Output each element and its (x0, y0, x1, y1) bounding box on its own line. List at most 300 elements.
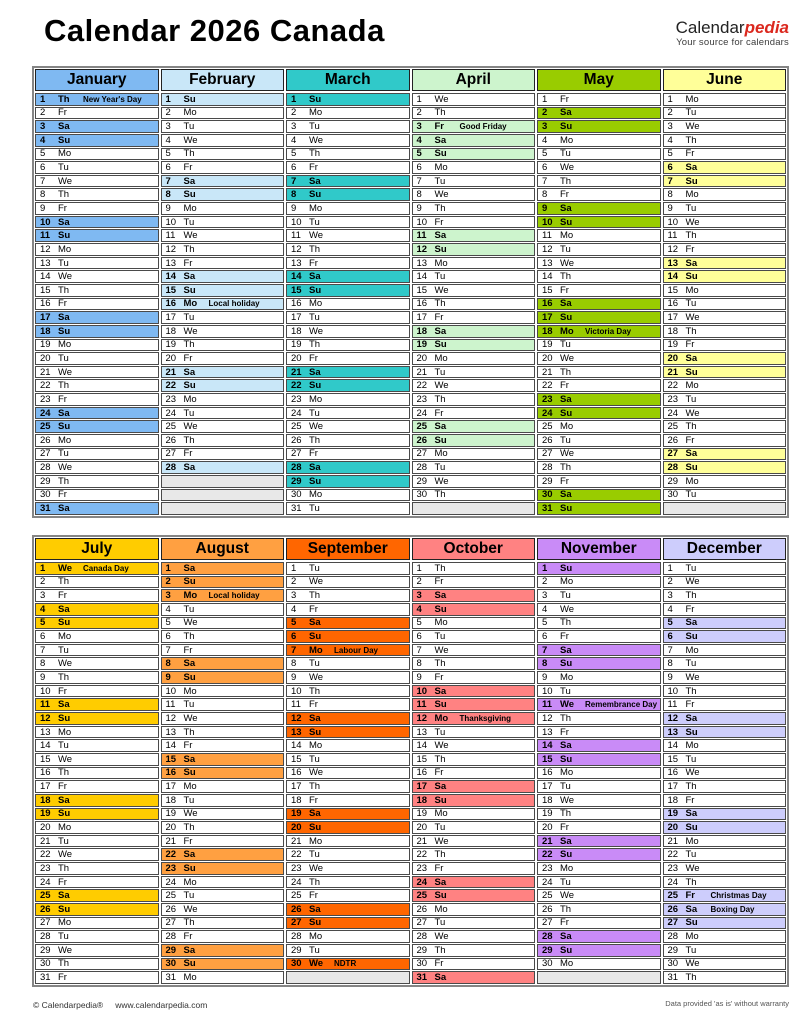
day-number: 1 (667, 562, 673, 574)
day-row (161, 794, 285, 807)
day-number: 16 (165, 767, 177, 779)
day-row (35, 257, 159, 270)
day-number: 25 (416, 421, 428, 433)
day-row (537, 161, 661, 174)
day-row (35, 917, 159, 930)
day-number: 3 (291, 121, 297, 133)
day-row (35, 393, 159, 406)
day-row (537, 284, 661, 297)
day-row (537, 434, 661, 447)
day-row (286, 617, 410, 630)
day-number: 29 (542, 475, 553, 487)
day-weekday: We (183, 230, 198, 242)
day-weekday: We (183, 712, 198, 724)
day-row (663, 120, 787, 133)
day-weekday: Mo (560, 862, 574, 874)
day-number: 29 (416, 475, 428, 487)
day-row (161, 475, 285, 488)
day-number: 31 (416, 972, 428, 984)
day-number: 27 (40, 448, 51, 460)
day-weekday: Sa (309, 903, 321, 915)
day-weekday: Su (434, 148, 447, 160)
month-header: September (286, 538, 410, 560)
day-row (161, 671, 285, 684)
day-row (412, 188, 536, 201)
day-row (663, 712, 787, 725)
day-weekday: We (434, 189, 449, 201)
day-weekday: Mo (685, 644, 699, 656)
day-row (663, 753, 787, 766)
day-weekday: Fr (58, 393, 67, 405)
day-weekday: We (58, 658, 73, 670)
day-row (286, 107, 410, 120)
holiday-label: Local holiday (208, 591, 260, 601)
day-row (161, 257, 285, 270)
holiday-label: Victoria Day (585, 326, 632, 336)
day-weekday: We (560, 448, 575, 460)
day-number: 20 (291, 353, 302, 364)
day-weekday: We (685, 576, 700, 588)
day-number: 5 (40, 148, 46, 160)
day-number: 25 (165, 421, 177, 433)
day-weekday: Sa (58, 407, 70, 419)
day-row (663, 617, 787, 630)
day-number: 8 (165, 658, 171, 670)
day-weekday: Tu (434, 175, 446, 187)
holiday-label: Labour Day (334, 645, 379, 655)
day-number: 7 (165, 175, 171, 187)
day-number: 11 (291, 699, 301, 711)
day-number: 5 (165, 617, 171, 629)
day-weekday: Th (560, 712, 572, 724)
day-weekday: Su (434, 699, 447, 711)
day-row (35, 325, 159, 338)
day-row (35, 712, 159, 725)
day-weekday: Sa (309, 175, 321, 187)
day-number: 27 (416, 448, 428, 460)
day-number: 16 (416, 767, 428, 779)
day-number: 6 (165, 162, 171, 174)
day-number: 15 (165, 284, 177, 296)
day-number: 19 (416, 339, 428, 351)
day-number: 24 (40, 407, 51, 419)
day-weekday: Th (183, 434, 195, 446)
day-number: 17 (667, 312, 679, 324)
day-number: 15 (40, 753, 51, 765)
day-number: 21 (416, 835, 428, 847)
day-weekday: Mo (685, 93, 699, 105)
day-row (537, 685, 661, 698)
day-row (412, 685, 536, 698)
day-number: 20 (165, 822, 177, 833)
day-weekday: Th (434, 562, 446, 574)
day-row (35, 780, 159, 793)
day-weekday: Th (58, 767, 70, 779)
day-number: 3 (40, 121, 46, 133)
day-number: 14 (40, 271, 51, 283)
day-weekday: Th (560, 271, 572, 283)
day-number: 16 (667, 298, 679, 310)
day-weekday: Sa (685, 903, 698, 915)
day-weekday: Mo (58, 822, 72, 833)
day-weekday: Su (685, 462, 698, 474)
day-weekday: Mo (183, 590, 198, 602)
day-weekday: Fr (309, 890, 318, 902)
day-number: 21 (416, 366, 428, 378)
day-weekday: Tu (309, 753, 320, 765)
day-weekday: Sa (183, 175, 196, 187)
day-row (663, 562, 787, 575)
day-row (412, 835, 536, 848)
day-weekday: Mo (434, 257, 448, 269)
calendarpedia-logo (676, 19, 789, 48)
day-number: 12 (165, 712, 177, 724)
day-row (412, 489, 536, 502)
day-number: 14 (165, 740, 177, 752)
day-row (537, 229, 661, 242)
day-weekday: Mo (685, 475, 699, 487)
day-number: 18 (667, 794, 679, 806)
day-number: 13 (542, 726, 553, 738)
day-weekday: Mo (309, 740, 323, 752)
day-number: 26 (667, 903, 679, 915)
day-row (35, 603, 159, 616)
day-weekday: Tu (434, 726, 446, 738)
day-number: 4 (165, 603, 171, 615)
day-number: 26 (542, 903, 553, 915)
day-row (35, 216, 159, 229)
day-number: 25 (542, 421, 553, 433)
month-header: June (663, 69, 787, 91)
day-row (537, 944, 661, 957)
day-weekday: Fr (183, 644, 193, 656)
day-number: 28 (416, 931, 428, 943)
day-number: 28 (40, 462, 51, 474)
day-row (35, 448, 159, 461)
day-row (161, 589, 285, 602)
day-number: 4 (291, 603, 297, 615)
day-number: 19 (542, 339, 553, 351)
day-weekday: Sa (434, 421, 447, 433)
day-weekday: Tu (58, 448, 69, 460)
day-row (537, 461, 661, 474)
day-number: 14 (667, 740, 679, 752)
day-number: 17 (291, 312, 302, 324)
day-weekday: Tu (434, 366, 446, 378)
day-number: 7 (542, 644, 548, 656)
day-row (161, 243, 285, 256)
day-row (161, 188, 285, 201)
day-row (35, 379, 159, 392)
day-row (286, 202, 410, 215)
day-row (412, 617, 536, 630)
holiday-label: Local holiday (208, 299, 260, 309)
day-number: 3 (165, 121, 171, 133)
logo-tagline: Your source for calendars (676, 36, 789, 48)
day-weekday: Mo (685, 380, 699, 392)
day-number: 3 (542, 121, 548, 133)
day-row (537, 475, 661, 488)
day-number: 17 (40, 781, 51, 793)
day-number: 14 (40, 740, 51, 752)
day-row (161, 311, 285, 324)
day-number: 12 (291, 712, 302, 724)
day-row (412, 630, 536, 643)
day-weekday: Fr (434, 216, 444, 228)
day-number: 2 (165, 576, 171, 588)
day-number: 28 (416, 462, 428, 474)
day-weekday: Mo (434, 712, 449, 724)
day-number: 31 (667, 972, 679, 984)
day-row (663, 767, 787, 780)
day-number: 1 (416, 562, 422, 574)
day-weekday: We (309, 671, 324, 683)
day-number: 21 (542, 835, 553, 847)
day-row (161, 808, 285, 821)
day-number: 5 (291, 148, 297, 160)
day-weekday: We (560, 794, 575, 806)
day-weekday: Th (309, 339, 321, 351)
day-number: 20 (542, 822, 553, 833)
calendar-blocks (32, 66, 789, 987)
day-row (412, 257, 536, 270)
day-weekday: Th (560, 366, 572, 378)
day-number: 30 (667, 489, 679, 501)
day-number: 28 (40, 931, 51, 943)
day-row (537, 903, 661, 916)
day-row (161, 107, 285, 120)
day-weekday: Mo (560, 230, 574, 242)
day-number: 4 (291, 134, 297, 146)
day-weekday: Tu (560, 148, 571, 160)
day-number: 9 (542, 671, 548, 683)
website-link[interactable]: www.calendarpedia.com (115, 1000, 208, 1010)
day-row (537, 243, 661, 256)
day-weekday: Su (685, 366, 698, 378)
day-number: 31 (40, 503, 51, 515)
day-row (35, 148, 159, 161)
day-row (35, 726, 159, 739)
day-row (537, 630, 661, 643)
day-number: 22 (40, 849, 51, 861)
day-weekday: Tu (309, 503, 320, 515)
day-weekday: Su (183, 284, 196, 296)
day-weekday: Mo (183, 202, 197, 214)
day-row (537, 216, 661, 229)
day-number: 28 (542, 462, 553, 474)
day-number: 14 (291, 271, 302, 283)
holiday-label: New Year's Day (83, 94, 142, 104)
day-number: 25 (291, 421, 302, 433)
day-weekday: Fr (685, 434, 695, 446)
day-number: 23 (667, 862, 679, 874)
day-number: 22 (165, 380, 177, 392)
day-row (286, 270, 410, 283)
day-number: 18 (40, 325, 51, 337)
day-number: 7 (416, 175, 422, 187)
day-weekday: Fr (309, 603, 318, 615)
day-number: 7 (667, 175, 673, 187)
day-row (537, 489, 661, 502)
day-row (286, 502, 410, 515)
day-weekday: Su (685, 631, 698, 643)
day-row (35, 243, 159, 256)
day-weekday: We (685, 121, 700, 133)
day-weekday: Su (309, 475, 322, 487)
day-weekday: Sa (183, 462, 196, 474)
day-weekday: Tu (434, 822, 446, 833)
day-row (412, 502, 536, 515)
day-row (412, 229, 536, 242)
day-number: 4 (40, 134, 46, 146)
day-row (161, 889, 285, 902)
day-weekday: Sa (560, 107, 572, 119)
day-row (161, 175, 285, 188)
day-weekday: Tu (183, 216, 195, 228)
day-weekday: Fr (560, 631, 569, 643)
day-weekday: Sa (58, 503, 70, 515)
day-row (412, 971, 536, 984)
day-number: 20 (667, 822, 679, 833)
day-weekday: Mo (560, 958, 574, 970)
day-row (663, 971, 787, 984)
day-row (161, 270, 285, 283)
day-number: 13 (165, 726, 177, 738)
day-row (161, 298, 285, 311)
day-weekday: Fr (434, 576, 444, 588)
day-row (161, 726, 285, 739)
day-weekday: Fr (309, 353, 318, 364)
day-weekday: Mo (183, 298, 198, 310)
day-number: 19 (291, 808, 302, 820)
day-weekday: Fr (58, 590, 67, 602)
day-weekday: Sa (434, 972, 447, 984)
day-weekday: We (434, 93, 449, 105)
day-number: 4 (542, 603, 548, 615)
day-weekday: Su (58, 808, 71, 820)
day-row (663, 434, 787, 447)
day-number: 6 (542, 162, 548, 174)
day-row (537, 726, 661, 739)
day-number: 2 (40, 576, 46, 588)
day-number: 4 (667, 134, 673, 146)
day-weekday: Th (685, 590, 697, 602)
day-number: 1 (416, 93, 422, 105)
day-row (286, 229, 410, 242)
day-weekday: Tu (58, 162, 69, 174)
day-number: 6 (667, 631, 673, 643)
day-row (286, 698, 410, 711)
day-number: 17 (291, 781, 302, 793)
day-number: 19 (416, 808, 428, 820)
day-weekday: We (560, 162, 575, 174)
day-weekday: Tu (309, 312, 320, 324)
day-number: 19 (291, 339, 302, 351)
day-number: 10 (40, 685, 51, 697)
day-number: 9 (542, 202, 548, 214)
day-row (412, 808, 536, 821)
day-weekday: Su (58, 903, 71, 915)
day-row (286, 603, 410, 616)
day-row (161, 461, 285, 474)
day-weekday: Fr (685, 603, 695, 615)
day-weekday: Fr (434, 407, 444, 419)
day-row (537, 134, 661, 147)
day-number: 2 (667, 107, 673, 119)
day-number: 16 (542, 767, 553, 779)
day-weekday: We (183, 903, 198, 915)
day-number: 17 (416, 781, 428, 793)
day-row (161, 917, 285, 930)
day-weekday: Fr (685, 148, 695, 160)
day-weekday: We (434, 835, 449, 847)
day-weekday: Tu (685, 202, 697, 214)
day-weekday: Fr (183, 448, 193, 460)
day-number: 3 (416, 590, 422, 602)
day-weekday: Tu (434, 917, 446, 929)
day-weekday: Th (434, 658, 446, 670)
day-row (537, 917, 661, 930)
month-column-july (35, 538, 159, 984)
day-weekday: Sa (58, 216, 70, 228)
day-row (537, 325, 661, 338)
day-number: 15 (667, 284, 679, 296)
day-weekday: Fr (58, 298, 67, 310)
day-row (663, 862, 787, 875)
day-weekday: Su (183, 958, 196, 970)
day-weekday: Su (183, 862, 196, 874)
day-weekday: Tu (309, 849, 320, 861)
day-row (161, 134, 285, 147)
day-number: 4 (667, 603, 673, 615)
day-row (412, 794, 536, 807)
day-row (161, 971, 285, 984)
day-row (286, 284, 410, 297)
day-row (663, 216, 787, 229)
day-row (161, 685, 285, 698)
day-number: 19 (667, 339, 679, 351)
day-number: 17 (542, 781, 553, 793)
day-weekday: Sa (560, 489, 572, 501)
day-row (161, 502, 285, 515)
day-weekday: We (58, 562, 73, 574)
day-row (663, 461, 787, 474)
day-weekday: Th (685, 972, 697, 984)
day-row (663, 603, 787, 616)
day-row (35, 134, 159, 147)
day-row (286, 726, 410, 739)
day-number: 23 (291, 393, 302, 405)
month-column-december (663, 538, 787, 984)
day-number: 2 (667, 576, 673, 588)
day-number: 29 (291, 475, 302, 487)
day-row (663, 889, 787, 902)
day-weekday: Mo (58, 434, 72, 446)
day-weekday: Mo (309, 298, 323, 310)
day-row (35, 461, 159, 474)
day-row (663, 821, 787, 834)
day-weekday: Su (183, 671, 196, 683)
day-weekday: Tu (183, 890, 195, 902)
day-number: 16 (291, 298, 302, 310)
day-number: 24 (667, 876, 679, 888)
day-weekday: Th (58, 189, 70, 201)
day-weekday: Fr (309, 448, 318, 460)
day-weekday: Mo (685, 740, 699, 752)
day-number: 6 (416, 631, 422, 643)
day-weekday: Tu (309, 944, 320, 956)
day-weekday: We (560, 699, 575, 711)
